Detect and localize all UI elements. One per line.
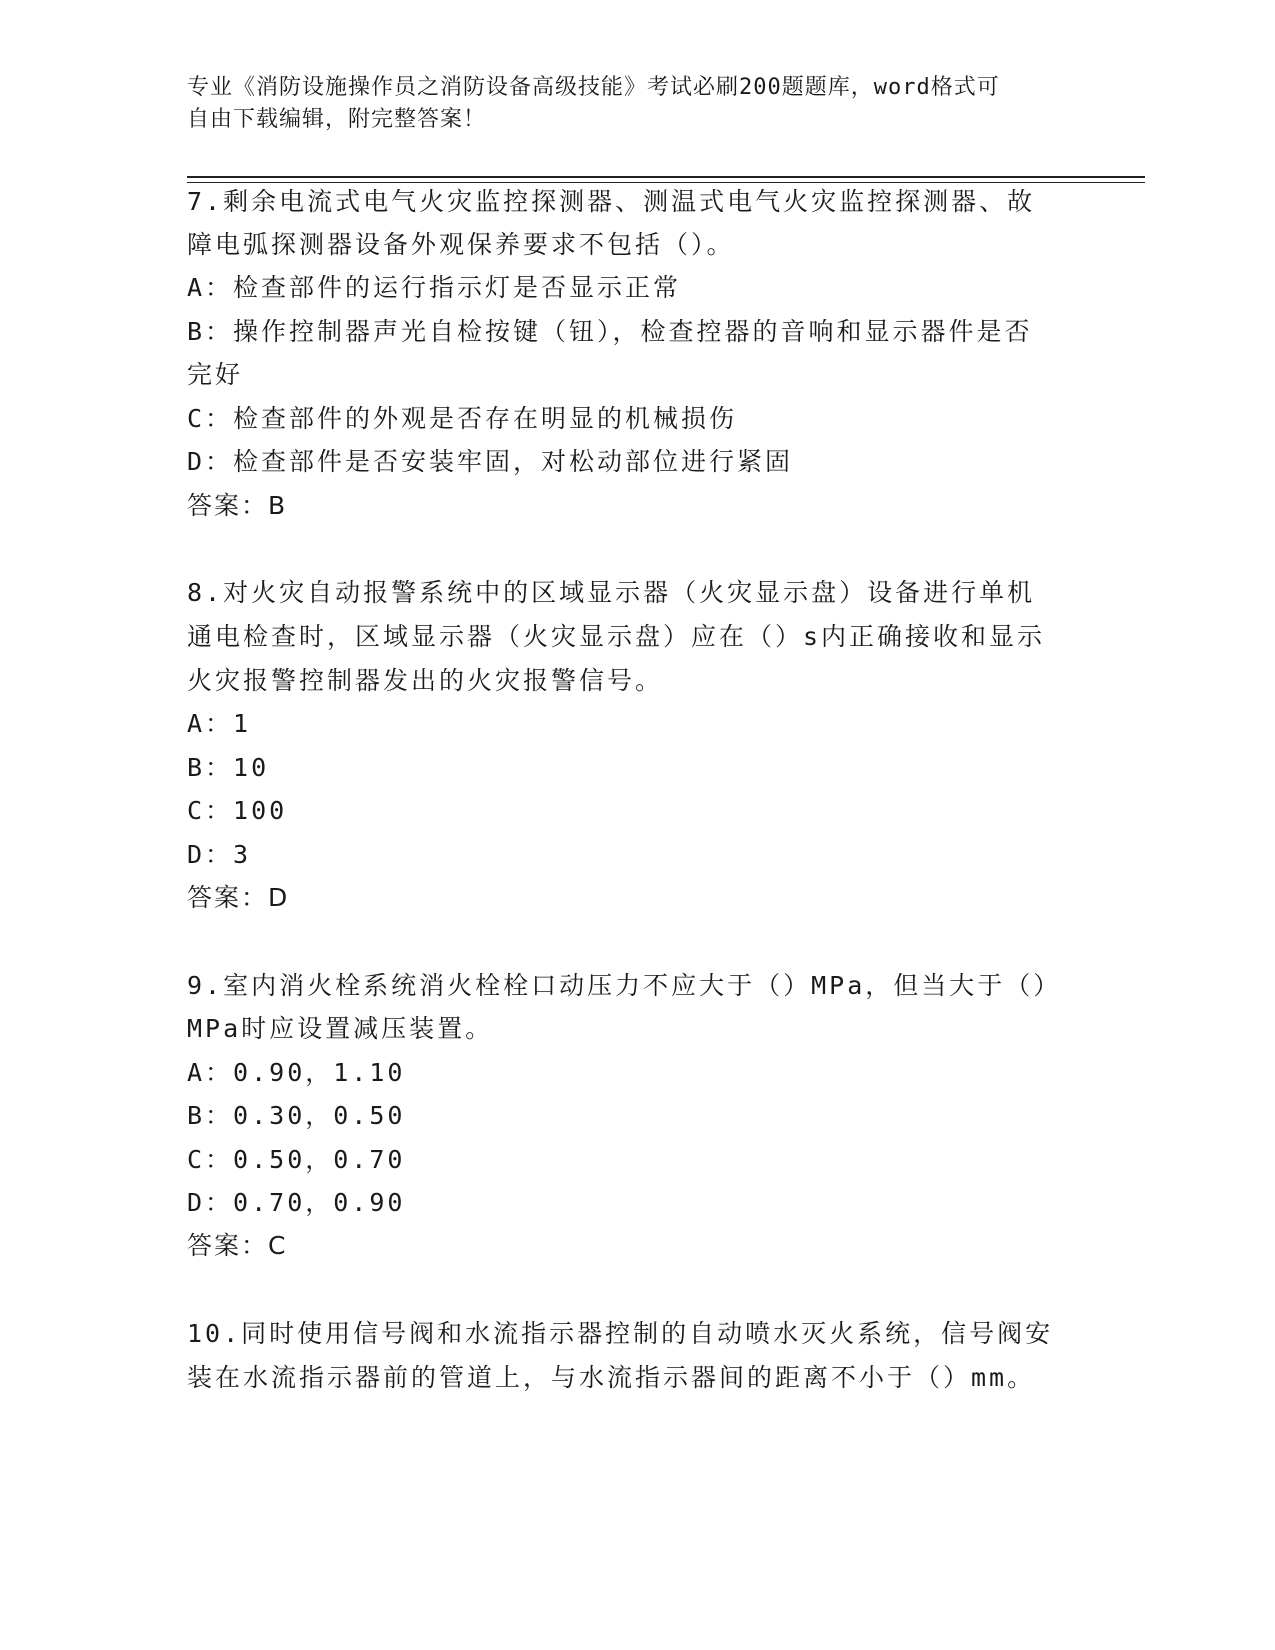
question-7-option-c: C：检查部件的外观是否存在明显的机械损伤 xyxy=(187,404,738,433)
question-9-answer: 答案：C xyxy=(187,1231,288,1260)
question-8-stem-line-1: 8.对火灾自动报警系统中的区域显示器（火灾显示盘）设备进行单机 xyxy=(187,578,1036,607)
question-9-option-a: A：0.90，1.10 xyxy=(187,1058,406,1087)
question-7-option-d: D：检查部件是否安装牢固，对松动部位进行紧固 xyxy=(187,447,794,476)
question-7-option-b-continued: 完好 xyxy=(187,360,244,389)
question-7-option-b: B：操作控制器声光自检按键（钮），检查控器的音响和显示器件是否 xyxy=(187,317,1033,346)
question-9-stem-line-1: 9.室内消火栓系统消火栓栓口动压力不应大于（）MPa，但当大于（） xyxy=(187,971,1062,1000)
header-divider-thick xyxy=(187,176,1145,178)
question-8-stem-line-3: 火灾报警控制器发出的火灾报警信号。 xyxy=(187,666,664,695)
question-8-option-d: D：3 xyxy=(187,840,252,869)
question-8-option-b: B：10 xyxy=(187,753,270,782)
question-8-option-c: C：100 xyxy=(187,796,288,825)
question-7-stem-line-1: 7.剩余电流式电气火灾监控探测器、测温式电气火灾监控探测器、故 xyxy=(187,187,1036,216)
question-7-answer: 答案：B xyxy=(187,491,288,520)
header-line-1: 专业《消防设施操作员之消防设备高级技能》考试必刷200题题库，word格式可 xyxy=(187,75,1000,100)
question-10-stem-line-2: 装在水流指示器前的管道上，与水流指示器间的距离不小于（）mm。 xyxy=(187,1363,1036,1392)
question-9-option-b: B：0.30，0.50 xyxy=(187,1101,406,1130)
question-10-stem-line-1: 10.同时使用信号阀和水流指示器控制的自动喷水灭火系统，信号阀安 xyxy=(187,1319,1054,1348)
header-line-2: 自由下载编辑，附完整答案！ xyxy=(187,107,487,132)
document-header xyxy=(187,72,1067,136)
question-7-stem-line-2: 障电弧探测器设备外观保养要求不包括（）。 xyxy=(187,230,735,259)
question-9-option-c: C：0.50，0.70 xyxy=(187,1145,406,1174)
question-8-option-a: A：1 xyxy=(187,709,252,738)
question-7-option-a: A：检查部件的运行指示灯是否显示正常 xyxy=(187,273,682,302)
question-9-option-d: D：0.70，0.90 xyxy=(187,1188,406,1217)
question-8-stem-line-2: 通电检查时，区域显示器（火灾显示盘）应在（）s内正确接收和显示 xyxy=(187,622,1046,651)
question-9-stem-line-2: MPa时应设置减压装置。 xyxy=(187,1014,494,1043)
question-8-answer: 答案：D xyxy=(187,883,290,912)
header-divider-thin xyxy=(187,182,1145,183)
